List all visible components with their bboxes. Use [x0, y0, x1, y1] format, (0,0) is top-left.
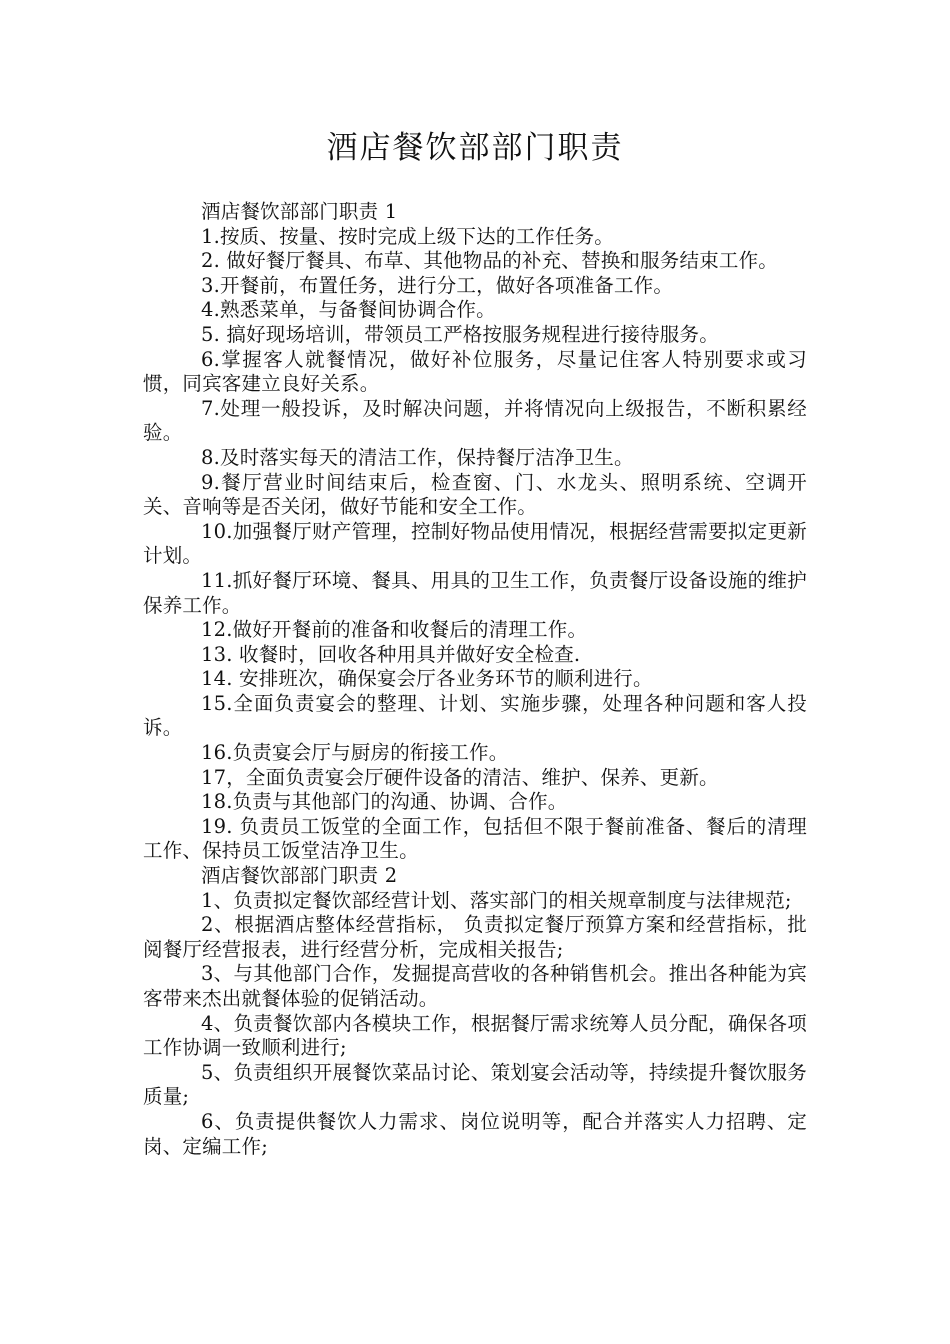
paragraph: 13. 收餐时，回收各种用具并做好安全检查. — [201, 642, 581, 666]
paragraph: 18.负责与其他部门的沟通、协调、合作。 — [201, 790, 568, 814]
paragraph: 4、负责餐饮部内各模块工作，根据餐厅需求统筹人员分配，确保各项工作协调一致顺利进行; — [143, 1011, 807, 1060]
paragraph: 2. 做好餐厅餐具、布草、其他物品的补充、替换和服务结束工作。 — [201, 249, 779, 273]
paragraph: 6.掌握客人就餐情况，做好补位服务，尽量记住客人特别要求或习惯，同宾客建立良好关系。 — [143, 347, 807, 396]
section-heading-2: 酒店餐饮部部门职责 2 — [201, 864, 398, 888]
paragraph: 11.抓好餐厅环境、餐具、用具的卫生工作，负责餐厅设备设施的维护保养工作。 — [143, 568, 807, 617]
paragraph: 12.做好开餐前的准备和收餐后的清理工作。 — [201, 618, 588, 642]
paragraph: 15.全面负责宴会的整理、计划、实施步骤，处理各种问题和客人投诉。 — [143, 691, 807, 740]
section-heading-1: 酒店餐饮部部门职责 1 — [201, 200, 398, 223]
document-body — [143, 200, 807, 1159]
paragraph: 14. 安排班次，确保宴会厅各业务环节的顺利进行。 — [201, 667, 653, 691]
paragraph: 17，全面负责宴会厅硬件设备的清洁、维护、保养、更新。 — [201, 765, 719, 789]
paragraph: 7.处理一般投诉，及时解决问题，并将情况向上级报告，不断积累经验。 — [143, 396, 807, 445]
paragraph: 16.负责宴会厅与厨房的衔接工作。 — [201, 741, 509, 765]
paragraph: 1、负责拟定餐饮部经营计划、落实部门的相关规章制度与法律规范; — [201, 888, 792, 912]
paragraph: 3.开餐前，布置任务，进行分工，做好各项准备工作。 — [201, 273, 674, 297]
paragraph: 10.加强餐厅财产管理，控制好物品使用情况，根据经营需要拟定更新计划。 — [143, 519, 807, 568]
paragraph: 2、根据酒店整体经营指标， 负责拟定餐厅预算方案和经营指标，批阅餐厅经营报表，进行经营分析，完成相关报告; — [143, 913, 807, 961]
paragraph: 6、负责提供餐饮人力需求、岗位说明等，配合并落实人力招聘、定岗、定编工作; — [143, 1109, 807, 1158]
paragraph: 3、与其他部门合作，发掘提高营收的各种销售机会。推出各种能为宾客带来杰出就餐体验的促销活动。 — [143, 962, 807, 1010]
paragraph: 4.熟悉菜单，与备餐间协调合作。 — [201, 298, 496, 322]
paragraph: 19. 负责员工饭堂的全面工作，包括但不限于餐前准备、餐后的清理工作、保持员工饭堂洁净卫生。 — [143, 814, 807, 863]
paragraph: 9.餐厅营业时间结束后，检查窗、门、水龙头、照明系统、空调开关、音响等是否关闭，做好节能和安全工作。 — [143, 470, 807, 519]
paragraph: 1.按质、按量、按时完成上级下达的工作任务。 — [201, 224, 615, 248]
paragraph: 5. 搞好现场培训，带领员工严格按服务规程进行接待服务。 — [201, 322, 719, 346]
paragraph: 8.及时落实每天的清洁工作，保持餐厅洁净卫生。 — [201, 445, 634, 469]
document-title: 酒店餐饮部部门职责 — [326, 130, 624, 166]
paragraph: 5、负责组织开展餐饮菜品讨论、策划宴会活动等，持续提升餐饮服务质量; — [143, 1060, 807, 1109]
